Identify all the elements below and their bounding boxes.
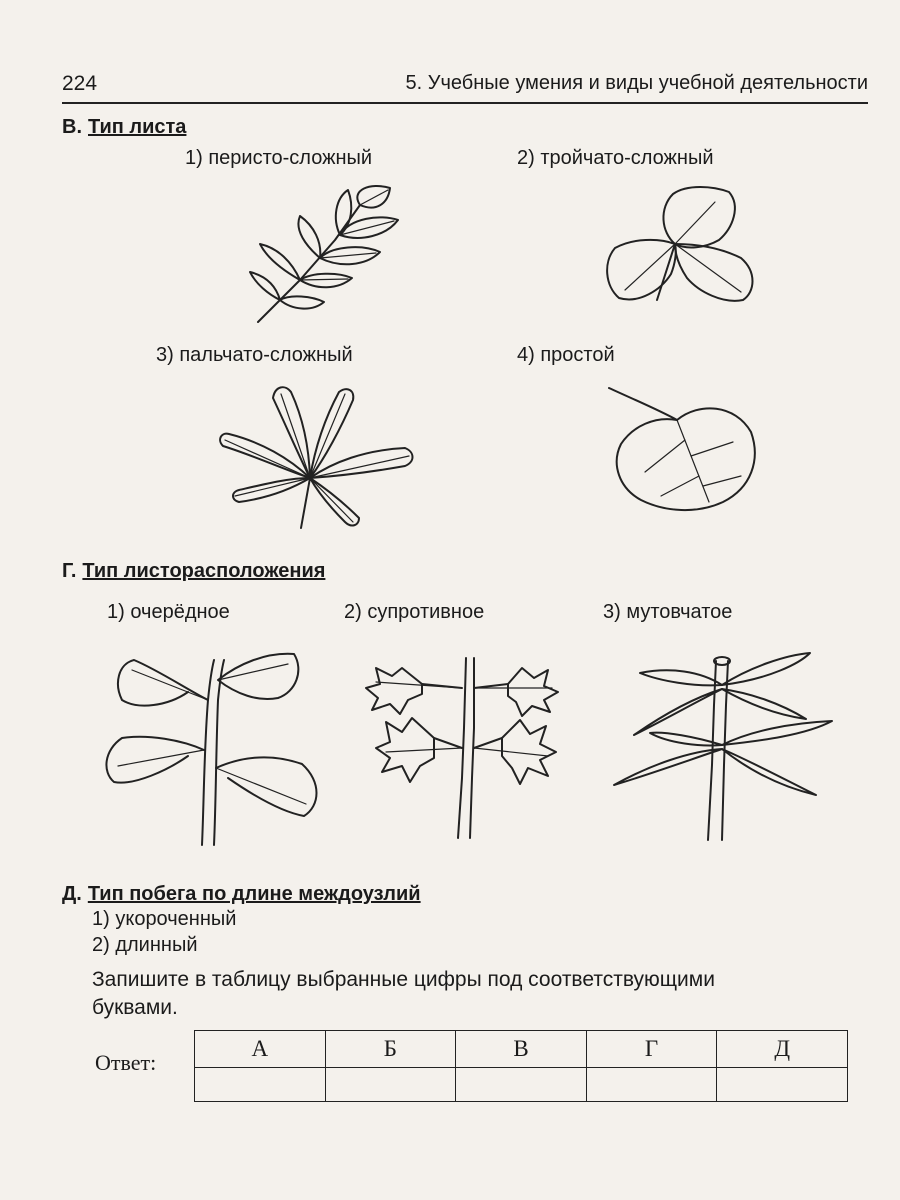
section-d-title	[62, 883, 421, 906]
arrangement-option-1: 1) очерёдное	[107, 601, 230, 623]
pinnate-leaf-icon	[240, 180, 410, 330]
answer-column-header: Д	[717, 1031, 848, 1068]
answer-column-header: Г	[586, 1031, 717, 1068]
section-v-heading: Тип листа	[88, 116, 187, 138]
section-g-heading: Тип листорасположения	[82, 560, 326, 582]
internode-option-2: 2) длинный	[92, 934, 198, 956]
alternate-arrangement-icon	[98, 640, 333, 850]
whorled-arrangement-icon	[610, 645, 840, 845]
chapter-title: 5. Учебные умения и виды учебной деятельности	[405, 72, 868, 94]
page-header	[62, 70, 868, 104]
simple-leaf-icon	[605, 380, 765, 520]
instruction-line-2: буквами.	[92, 996, 178, 1019]
arrangement-option-2: 2) супротивное	[344, 601, 485, 623]
trifoliate-leaf-icon	[595, 182, 775, 312]
answer-column-header: В	[456, 1031, 587, 1068]
answer-cell-b[interactable]	[325, 1068, 456, 1102]
answer-cell-d[interactable]	[717, 1068, 848, 1102]
arrangement-option-3: 3) мутовчатое	[603, 601, 733, 623]
leaf-type-option-1: 1) перисто-сложный	[185, 147, 373, 169]
palmate-leaf-icon	[215, 378, 430, 533]
section-d-letter: Д.	[62, 883, 82, 905]
section-g-letter: Г.	[62, 560, 77, 582]
section-v-title	[62, 116, 186, 139]
answer-column-header: А	[195, 1031, 326, 1068]
section-g-title	[62, 560, 325, 583]
opposite-arrangement-icon	[362, 648, 562, 843]
answer-cell-g[interactable]	[586, 1068, 717, 1102]
leaf-type-option-3: 3) пальчато-сложный	[156, 344, 353, 366]
section-d-heading: Тип побега по длине междоузлий	[87, 883, 421, 905]
answer-table	[194, 1030, 848, 1102]
answer-column-header: Б	[325, 1031, 456, 1068]
answer-cell-v[interactable]	[456, 1068, 587, 1102]
instruction-line-1: Запишите в таблицу выбранные цифры под соответствующими	[92, 968, 715, 991]
answer-cell-a[interactable]	[195, 1068, 326, 1102]
internode-option-1: 1) укороченный	[92, 908, 237, 930]
leaf-type-option-2: 2) тройчато-сложный	[517, 147, 714, 169]
section-v-letter: В.	[62, 116, 82, 138]
answer-input-row	[195, 1068, 848, 1102]
answer-header-row	[195, 1031, 848, 1068]
page-number: 224	[62, 72, 98, 95]
answer-label: Ответ:	[95, 1050, 157, 1075]
leaf-type-option-4: 4) простой	[517, 344, 615, 366]
